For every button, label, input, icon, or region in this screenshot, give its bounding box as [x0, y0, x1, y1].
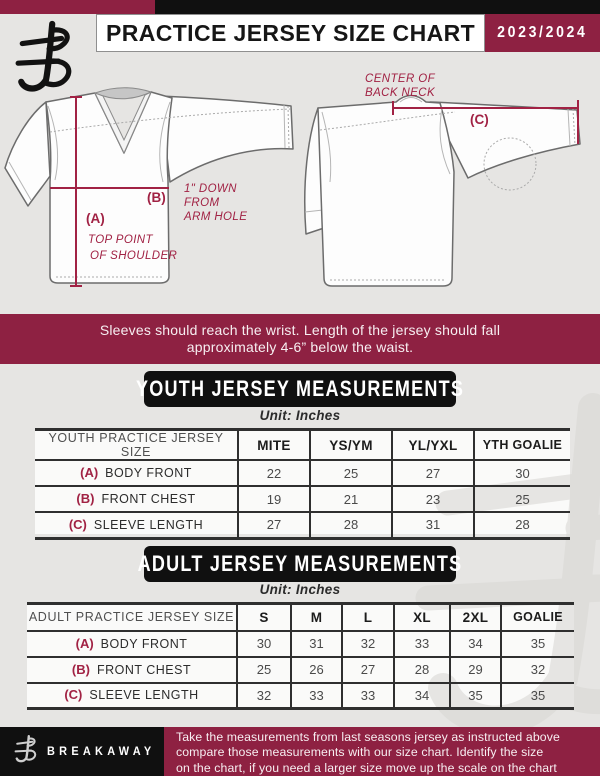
fit-notice-line2: approximately 4-6” below the waist.	[186, 339, 414, 355]
cell-value: 27	[392, 460, 474, 486]
adult-section-header	[137, 546, 463, 582]
cell-value: 25	[237, 657, 291, 683]
top-strip-maroon	[0, 0, 155, 14]
cell-value: 32	[342, 631, 394, 657]
cell-value: 34	[394, 683, 450, 709]
measure-b-note-line3: ARM HOLE	[184, 211, 248, 223]
cell-value: 27	[342, 657, 394, 683]
measure-a-note-line1: TOP POINT	[88, 234, 153, 246]
youth-section-title: YOUTH JERSEY MEASUREMENTS	[135, 376, 465, 401]
cell-value: 34	[450, 631, 501, 657]
youth-size-header: YOUTH PRACTICE JERSEY SIZE	[35, 430, 238, 461]
fit-notice-line1: Sleeves should reach the wrist. Length of the jersey should fall	[99, 321, 501, 338]
youth-section-header	[135, 371, 465, 407]
cell-value: 28	[474, 512, 570, 538]
measure-c-key: (C)	[470, 112, 489, 127]
row-key: (C)	[64, 687, 83, 703]
footer-note-line2: compare those measurements with our size chart. Identify the size	[176, 745, 544, 760]
row-key: (B)	[71, 661, 90, 677]
footer-note-line3: on the chart, if you need a larger size move up the scale on the chart	[176, 760, 557, 775]
cell-value: 30	[237, 631, 291, 657]
youth-header-row	[35, 430, 570, 461]
table-row	[35, 460, 570, 486]
cell-value: 29	[450, 657, 501, 683]
row-label: BODY FRONT	[105, 466, 192, 480]
cell-value: 35	[450, 683, 501, 709]
cell-value: 25	[310, 460, 392, 486]
measure-b-key: (B)	[147, 190, 166, 205]
table-row	[35, 486, 570, 512]
cell-value: 22	[238, 460, 310, 486]
cell-value: 28	[394, 657, 450, 683]
season-badge	[485, 14, 600, 52]
cell-value: 19	[238, 486, 310, 512]
cell-value: 31	[291, 631, 342, 657]
back-neck-label-line2: BACK NECK	[365, 87, 436, 99]
youth-col-goalie: YTH GOALIE	[474, 430, 570, 461]
cell-value: 28	[310, 512, 392, 538]
page-title	[96, 14, 485, 52]
youth-unit-label: Unit: Inches	[259, 408, 341, 423]
cell-value: 35	[501, 683, 574, 709]
page-title-text: PRACTICE JERSEY SIZE CHART	[105, 19, 476, 46]
table-row	[27, 657, 574, 683]
season-text: 2023/2024	[497, 24, 588, 41]
cell-value: 30	[474, 460, 570, 486]
adult-col-goalie: GOALIE	[501, 604, 574, 631]
adult-section-title: ADULT JERSEY MEASUREMENTS	[137, 551, 463, 576]
cell-value: 33	[394, 631, 450, 657]
row-key: (C)	[68, 516, 87, 532]
row-key: (A)	[75, 635, 94, 651]
adult-col-m: M	[291, 604, 342, 631]
youth-size-table	[35, 428, 570, 540]
row-key: (B)	[76, 491, 95, 506]
youth-col-mite: MITE	[238, 430, 310, 461]
row-label: SLEEVE LENGTH	[93, 517, 204, 532]
row-label: FRONT CHEST	[101, 492, 196, 506]
measure-b-note-line1: 1" DOWN	[184, 183, 237, 195]
fit-notice-banner	[0, 314, 600, 364]
cell-value: 33	[291, 683, 342, 709]
measure-b-note-line2: FROM	[184, 197, 220, 209]
top-strip-black	[155, 0, 600, 14]
adult-unit-label: Unit: Inches	[259, 582, 341, 597]
adult-col-2xl: 2XL	[450, 604, 501, 631]
table-row	[27, 683, 574, 709]
cell-value: 21	[310, 486, 392, 512]
row-key: (A)	[80, 465, 99, 480]
footer-note-line1: Take the measurements from last seasons jersey as instructed above	[176, 730, 560, 744]
adult-size-table	[27, 602, 574, 710]
measure-a-key: (A)	[86, 211, 105, 226]
row-label: FRONT CHEST	[96, 662, 192, 677]
measure-a-note-line2: OF SHOULDER	[90, 250, 178, 262]
table-row	[27, 631, 574, 657]
adult-col-s: S	[237, 604, 291, 631]
brand-logo-icon	[14, 17, 76, 97]
adult-size-header: ADULT PRACTICE JERSEY SIZE	[27, 604, 237, 631]
cell-value: 32	[501, 657, 574, 683]
cell-value: 32	[237, 683, 291, 709]
youth-col-ylyxl: YL/YXL	[392, 430, 474, 461]
table-row	[35, 512, 570, 538]
cell-value: 26	[291, 657, 342, 683]
footer-brand-block	[0, 727, 164, 776]
cell-value: 25	[474, 486, 570, 512]
cell-value: 33	[342, 683, 394, 709]
cell-value: 27	[238, 512, 310, 538]
back-neck-label-line1: CENTER OF	[365, 73, 436, 85]
cell-value: 23	[392, 486, 474, 512]
footer-brand-name: BREAKAWAY	[47, 745, 156, 758]
row-label: SLEEVE LENGTH	[89, 688, 199, 703]
youth-col-ysym: YS/YM	[310, 430, 392, 461]
footer-logo-icon	[14, 733, 38, 770]
back-jersey-illustration	[305, 96, 580, 287]
adult-col-l: L	[342, 604, 394, 631]
jersey-measurement-diagram	[0, 52, 600, 314]
adult-col-xl: XL	[394, 604, 450, 631]
footer-instructions	[164, 727, 600, 776]
cell-value: 35	[501, 631, 574, 657]
row-label: BODY FRONT	[100, 636, 188, 651]
cell-value: 31	[392, 512, 474, 538]
adult-header-row	[27, 604, 574, 631]
